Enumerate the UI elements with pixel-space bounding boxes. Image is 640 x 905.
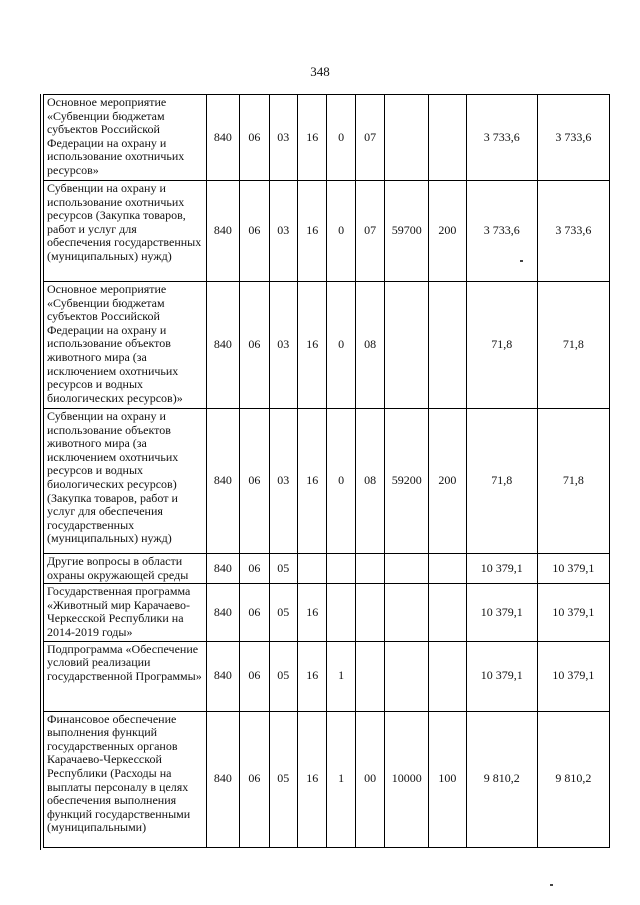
ministry-code-cell: 840	[206, 95, 240, 181]
amount-year-2-cell: 3 733,6	[537, 95, 609, 181]
row-name-cell: Субвенции на охрану и использование объектов животного мира (за исключением охотничьих ресурсов и водных биологических ресурсов) (Закупка товаров, работ и услуг для обеспечения государственных (муниципальных) нужд)	[44, 409, 207, 554]
table-row	[44, 554, 610, 584]
subprogram-cell: 0	[327, 409, 355, 554]
amount-year-1-cell: 3 733,6	[466, 95, 537, 181]
subsection-cell: 05	[269, 711, 297, 847]
table-row	[44, 95, 610, 181]
event-cell	[355, 584, 384, 641]
scan-speck	[550, 884, 553, 886]
expense-type-cell	[429, 554, 467, 584]
ministry-code-cell: 840	[206, 584, 240, 641]
subsection-cell: 03	[269, 282, 297, 409]
scan-speck	[520, 260, 523, 262]
section-cell: 06	[240, 409, 269, 554]
event-cell: 00	[355, 711, 384, 847]
amount-year-2-cell: 9 810,2	[537, 711, 609, 847]
event-cell: 07	[355, 181, 384, 282]
subsection-cell: 03	[269, 95, 297, 181]
amount-year-1-cell: 71,8	[466, 282, 537, 409]
ministry-code-cell: 840	[206, 282, 240, 409]
amount-year-1-cell: 71,8	[466, 409, 537, 554]
expense-type-cell	[429, 641, 467, 711]
subprogram-cell	[327, 584, 355, 641]
section-cell: 06	[240, 641, 269, 711]
table-body	[44, 95, 610, 848]
amount-year-2-cell: 71,8	[537, 282, 609, 409]
ministry-code-cell: 840	[206, 554, 240, 584]
section-cell: 06	[240, 181, 269, 282]
amount-year-2-cell: 10 379,1	[537, 554, 609, 584]
ministry-code-cell: 840	[206, 711, 240, 847]
subsection-cell: 03	[269, 181, 297, 282]
event-cell	[355, 641, 384, 711]
amount-year-2-cell: 10 379,1	[537, 584, 609, 641]
table-row	[44, 282, 610, 409]
subprogram-cell	[327, 554, 355, 584]
ministry-code-cell: 840	[206, 409, 240, 554]
program-cell: 16	[298, 711, 327, 847]
row-name-cell: Основное мероприятие «Субвенции бюджетам субъектов Российской Федерации на охрану и использование охотничьих ресурсов»	[44, 95, 207, 181]
event-cell: 08	[355, 282, 384, 409]
table-row	[44, 584, 610, 641]
row-name-cell: Государственная программа «Животный мир Карачаево-Черкесской Республики на 2014-2019 годы»	[44, 584, 207, 641]
ministry-code-cell: 840	[206, 641, 240, 711]
program-cell: 16	[298, 95, 327, 181]
event-cell: 07	[355, 95, 384, 181]
amount-year-1-cell: 3 733,6	[466, 181, 537, 282]
program-cell: 16	[298, 409, 327, 554]
expense-type-cell: 200	[429, 181, 467, 282]
program-cell: 16	[298, 641, 327, 711]
section-cell: 06	[240, 711, 269, 847]
section-cell: 06	[240, 554, 269, 584]
program-cell: 16	[298, 584, 327, 641]
ministry-code-cell: 840	[206, 181, 240, 282]
expense-type-cell: 100	[429, 711, 467, 847]
subprogram-cell: 1	[327, 641, 355, 711]
amount-year-2-cell: 71,8	[537, 409, 609, 554]
section-cell: 06	[240, 95, 269, 181]
direction-cell	[385, 641, 429, 711]
direction-cell: 59200	[385, 409, 429, 554]
expense-type-cell: 200	[429, 409, 467, 554]
expense-type-cell	[429, 584, 467, 641]
event-cell: 08	[355, 409, 384, 554]
subsection-cell: 05	[269, 641, 297, 711]
direction-cell	[385, 554, 429, 584]
subsection-cell: 05	[269, 584, 297, 641]
table-row	[44, 711, 610, 847]
amount-year-2-cell: 3 733,6	[537, 181, 609, 282]
table-row	[44, 181, 610, 282]
amount-year-1-cell: 10 379,1	[466, 584, 537, 641]
amount-year-1-cell: 10 379,1	[466, 641, 537, 711]
row-name-cell: Основное мероприятие «Субвенции бюджетам субъектов Российской Федерации на охрану и использование объектов животного мира (за исключением охотничьих ресурсов и водных биологических ресурсов)»	[44, 282, 207, 409]
row-name-cell: Субвенции на охрану и использование охотничьих ресурсов (Закупка товаров, работ и услуг для обеспечения государственных (муниципальных) нужд)	[44, 181, 207, 282]
subsection-cell: 05	[269, 554, 297, 584]
subprogram-cell: 0	[327, 181, 355, 282]
program-cell: 16	[298, 282, 327, 409]
row-name-cell: Финансовое обеспечение выполнения функций государственных органов Карачаево-Черкесской Республики (Расходы на выплаты персоналу в целях обеспечения выполнения функций государственными (муниципальными)	[44, 711, 207, 847]
budget-table	[43, 94, 610, 848]
row-name-cell: Другие вопросы в области охраны окружающей среды	[44, 554, 207, 584]
program-cell: 16	[298, 181, 327, 282]
expense-type-cell	[429, 95, 467, 181]
direction-cell: 10000	[385, 711, 429, 847]
program-cell	[298, 554, 327, 584]
section-cell: 06	[240, 584, 269, 641]
expense-type-cell	[429, 282, 467, 409]
subprogram-cell: 1	[327, 711, 355, 847]
direction-cell: 59700	[385, 181, 429, 282]
subsection-cell: 03	[269, 409, 297, 554]
subprogram-cell: 0	[327, 95, 355, 181]
page-number: 348	[310, 64, 330, 79]
event-cell	[355, 554, 384, 584]
row-name-cell: Подпрограмма «Обеспечение условий реализации государственной Программы»	[44, 641, 207, 711]
direction-cell	[385, 584, 429, 641]
amount-year-1-cell: 10 379,1	[466, 554, 537, 584]
table-row	[44, 409, 610, 554]
direction-cell	[385, 282, 429, 409]
direction-cell	[385, 95, 429, 181]
amount-year-2-cell: 10 379,1	[537, 641, 609, 711]
subprogram-cell: 0	[327, 282, 355, 409]
section-cell: 06	[240, 282, 269, 409]
amount-year-1-cell: 9 810,2	[466, 711, 537, 847]
table-row	[44, 641, 610, 711]
